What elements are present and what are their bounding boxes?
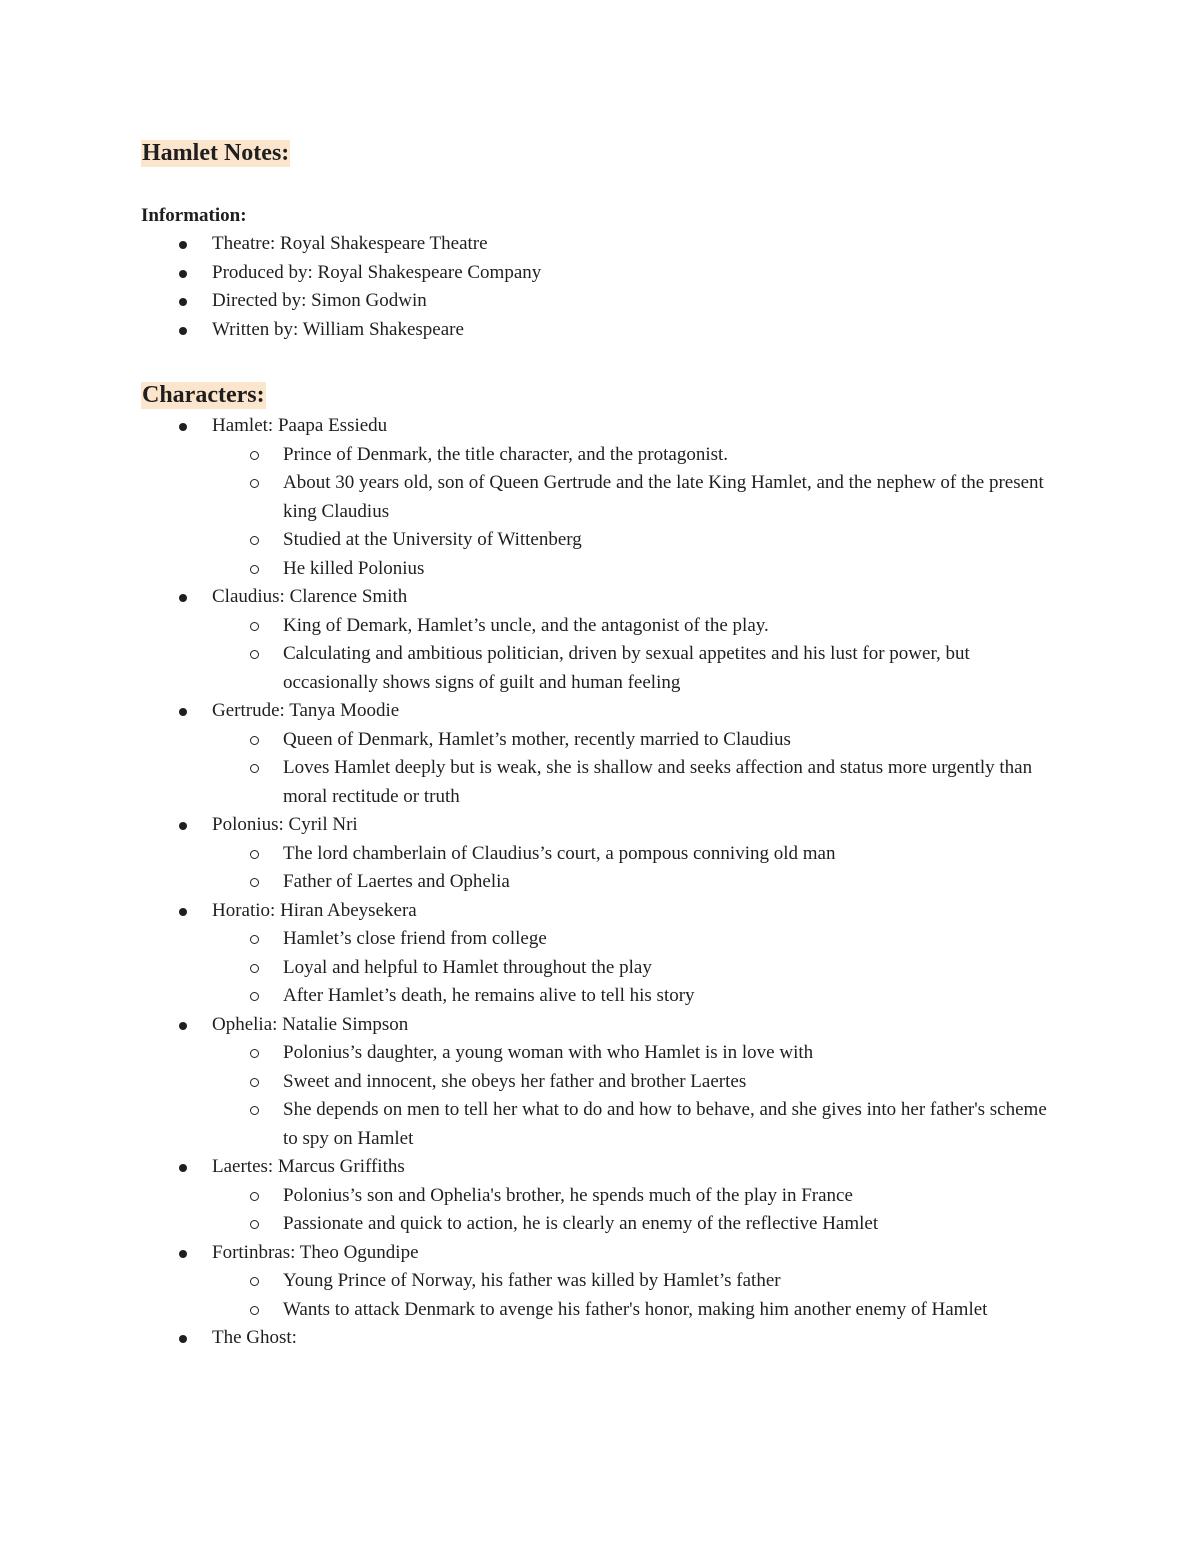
list-item: Written by: William Shakespeare	[141, 316, 1061, 345]
bullet-icon	[179, 423, 187, 431]
character-notes	[212, 726, 1061, 812]
character-name: The Ghost:	[212, 1327, 297, 1348]
character-item	[141, 1011, 1061, 1154]
hollow-bullet-icon	[250, 536, 259, 545]
hollow-bullet-icon	[250, 1106, 259, 1115]
hollow-bullet-icon	[250, 850, 259, 859]
hollow-bullet-icon	[250, 736, 259, 745]
character-notes	[212, 1039, 1061, 1153]
character-item	[141, 811, 1061, 897]
note-text: After Hamlet’s death, he remains alive to tell his story	[283, 985, 695, 1006]
bullet-icon	[179, 327, 187, 335]
character-name: Polonius: Cyril Nri	[212, 814, 358, 835]
note-item	[141, 840, 1061, 869]
note-text: Loyal and helpful to Hamlet throughout the play	[283, 956, 652, 978]
note-item	[141, 640, 1061, 697]
character-item	[141, 412, 1061, 583]
hollow-bullet-icon	[250, 992, 259, 1001]
note-item	[141, 1096, 1061, 1153]
hollow-bullet-icon	[250, 878, 259, 887]
information-label: Information:	[141, 205, 247, 226]
document-page	[141, 140, 1061, 1353]
note-text: Passionate and quick to action, he is clearly an enemy of the reflective Hamlet	[283, 1213, 879, 1234]
hollow-bullet-icon	[250, 1306, 259, 1315]
character-notes	[212, 441, 1061, 584]
note-text: Queen of Denmark, Hamlet’s mother, recently married to Claudius	[283, 728, 791, 750]
note-text: The lord chamberlain of Claudius’s court, a pompous conniving old man	[283, 842, 836, 864]
character-item	[141, 697, 1061, 811]
hollow-bullet-icon	[250, 1078, 259, 1087]
note-text: Sweet and innocent, she obeys her father and brother Laertes	[283, 1070, 747, 1092]
bullet-icon	[179, 270, 187, 278]
character-name: Hamlet: Paapa Essiedu	[212, 415, 388, 436]
characters-section	[141, 382, 1061, 1353]
note-item	[141, 925, 1061, 954]
note-text: Father of Laertes and Ophelia	[283, 871, 510, 892]
note-item	[141, 868, 1061, 897]
characters-list	[141, 412, 1061, 1353]
note-item	[141, 612, 1061, 641]
note-item	[141, 1182, 1061, 1211]
note-item	[141, 754, 1061, 811]
hollow-bullet-icon	[250, 1220, 259, 1229]
bullet-icon	[179, 594, 187, 602]
note-item	[141, 954, 1061, 983]
bullet-icon	[179, 708, 187, 716]
character-notes	[212, 612, 1061, 698]
list-item: Directed by: Simon Godwin	[141, 287, 1061, 316]
hollow-bullet-icon	[250, 1192, 259, 1201]
note-text: King of Demark, Hamlet’s uncle, and the antagonist of the play.	[283, 614, 769, 636]
character-notes	[212, 840, 1061, 897]
note-item	[141, 469, 1061, 526]
note-text: Calculating and ambitious politician, driven by sexual appetites and his lust for power, but occasionally shows signs of guilt and human feeling	[283, 643, 970, 693]
note-item	[141, 1210, 1061, 1239]
bullet-icon	[179, 1335, 187, 1343]
note-item	[141, 555, 1061, 584]
list-item: Produced by: Royal Shakespeare Company	[141, 259, 1061, 288]
bullet-icon	[179, 298, 187, 306]
character-name: Horatio: Hiran Abeysekera	[212, 899, 417, 921]
character-item	[141, 1324, 1061, 1353]
character-notes	[212, 925, 1061, 1011]
character-item	[141, 1239, 1061, 1325]
character-name: Gertrude: Tanya Moodie	[212, 700, 400, 721]
character-name: Ophelia: Natalie Simpson	[212, 1013, 409, 1035]
note-text: Studied at the University of Wittenberg	[283, 529, 582, 550]
note-item	[141, 1039, 1061, 1068]
hollow-bullet-icon	[250, 565, 259, 574]
hollow-bullet-icon	[250, 964, 259, 973]
character-item	[141, 1153, 1061, 1239]
note-text: He killed Polonius	[283, 557, 425, 579]
hollow-bullet-icon	[250, 1049, 259, 1058]
note-item	[141, 1296, 1061, 1325]
note-text: Polonius’s son and Ophelia's brother, he spends much of the play in France	[283, 1184, 853, 1206]
note-text: She depends on men to tell her what to do and how to behave, and she gives into her father's scheme to spy on Hamlet	[283, 1099, 1047, 1149]
character-name: Laertes: Marcus Griffiths	[212, 1156, 405, 1177]
hollow-bullet-icon	[250, 650, 259, 659]
character-notes	[212, 1182, 1061, 1239]
note-text: Young Prince of Norway, his father was killed by Hamlet’s father	[283, 1270, 781, 1291]
character-name: Fortinbras: Theo Ogundipe	[212, 1241, 419, 1263]
characters-heading-block	[141, 382, 1061, 412]
character-notes	[212, 1267, 1061, 1324]
list-item: Theatre: Royal Shakespeare Theatre	[141, 230, 1061, 259]
note-text: Loves Hamlet deeply but is weak, she is shallow and seeks affection and status more urgently than moral rectitude or truth	[283, 757, 1033, 807]
note-item	[141, 982, 1061, 1011]
hollow-bullet-icon	[250, 1277, 259, 1286]
bullet-icon	[179, 1164, 187, 1172]
hollow-bullet-icon	[250, 451, 259, 460]
note-text: About 30 years old, son of Queen Gertrude and the late King Hamlet, and the nephew of the present king Claudius	[283, 472, 1044, 522]
hollow-bullet-icon	[250, 622, 259, 631]
hollow-bullet-icon	[250, 764, 259, 773]
note-item	[141, 1068, 1061, 1097]
note-text: Hamlet’s close friend from college	[283, 928, 547, 949]
title-block	[141, 140, 1061, 176]
bullet-icon	[179, 1022, 187, 1030]
page-title: Hamlet Notes:	[142, 140, 290, 166]
character-item	[141, 583, 1061, 697]
information-list	[141, 230, 1061, 344]
characters-heading: Characters:	[142, 382, 265, 408]
note-text: Polonius’s daughter, a young woman with who Hamlet is in love with	[283, 1042, 814, 1063]
note-item	[141, 1267, 1061, 1296]
note-text: Prince of Denmark, the title character, and the protagonist.	[283, 443, 729, 465]
note-text: Wants to attack Denmark to avenge his father's honor, making him another enemy of Hamlet	[283, 1298, 988, 1320]
note-item	[141, 726, 1061, 755]
bullet-icon	[179, 908, 187, 916]
bullet-icon	[179, 241, 187, 249]
character-name: Claudius: Clarence Smith	[212, 586, 408, 607]
hollow-bullet-icon	[250, 935, 259, 944]
character-item	[141, 897, 1061, 1011]
note-item	[141, 441, 1061, 470]
bullet-icon	[179, 822, 187, 830]
hollow-bullet-icon	[250, 479, 259, 488]
bullet-icon	[179, 1250, 187, 1258]
note-item	[141, 526, 1061, 555]
